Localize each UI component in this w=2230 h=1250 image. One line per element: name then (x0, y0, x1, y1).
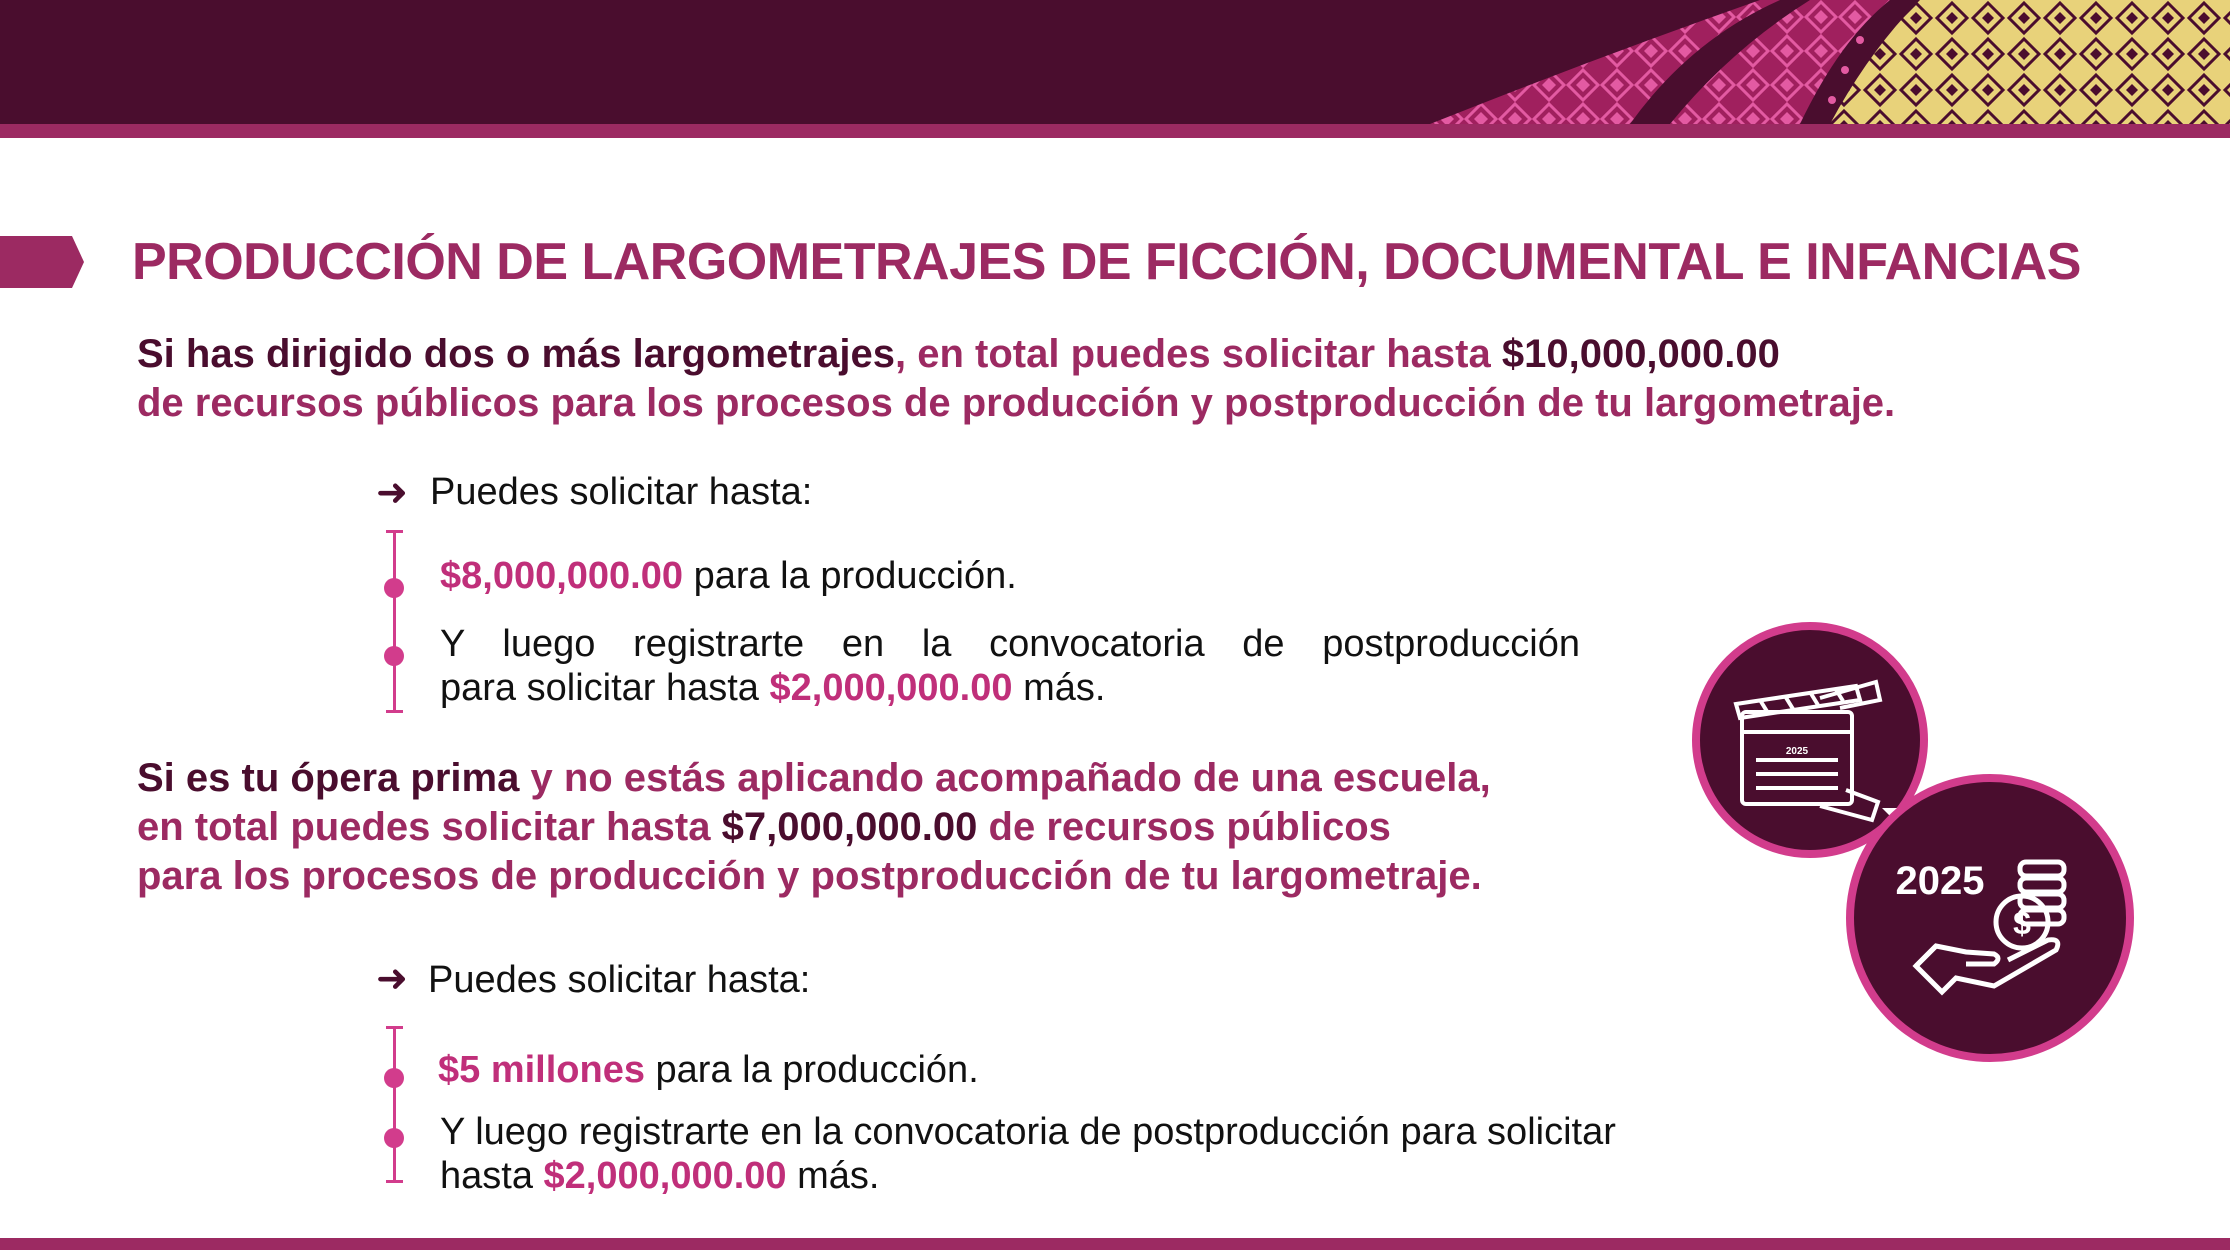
arrow-right-icon: ➜ (376, 472, 408, 514)
hand-coins-icon (1850, 778, 2130, 1058)
section1-timeline (374, 530, 414, 716)
clapper-year-label: 2025 (1785, 746, 1809, 757)
header-band (0, 0, 2230, 124)
section2-timeline (374, 1026, 414, 1186)
decorative-pattern-icon (1430, 0, 2230, 124)
section1-intro: Si has dirigido dos o más largometrajes, en total puedes solicitar hasta $10,000,000.00 de recursos públicos para los procesos de producción y postproducción de tu largometraje. (137, 332, 1896, 425)
header-accent-line (0, 124, 2230, 138)
page-title: PRODUCCIÓN DE LARGOMETRAJES DE FICCIÓN, DOCUMENTAL E INFANCIAS (132, 233, 2081, 291)
section1-item-postproduction: Y luego registrarte en la convocatoria de postproducción para solicitar hasta $2,000,000.00 más. (440, 623, 1580, 709)
svg-text:$: $ (2013, 905, 2031, 941)
section2-item-postproduction: Y luego registrarte en la convocatoria de postproducción para solicitar hasta $2,000,000.00 más. (440, 1111, 1616, 1197)
money-year-label: 2025 (1895, 859, 1985, 903)
section2-intro: Si es tu ópera prima y no estás aplicando acompañado de una escuela, en total puedes solicitar hasta $7,000,000.00 de recursos públicos para los procesos de producción y postproducción de tu largometraje. (137, 756, 1491, 898)
section1-subheading: Puedes solicitar hasta: (430, 471, 813, 513)
section2-item-production: $5 millones para la producción. (438, 1049, 979, 1091)
arrow-right-icon: ➜ (376, 958, 408, 1000)
icon-cluster (1690, 620, 2150, 1070)
section-marker-icon (0, 236, 84, 288)
section2-subheading: Puedes solicitar hasta: (428, 959, 811, 1001)
section1-item-production: $8,000,000.00 para la producción. (440, 555, 1017, 597)
footer-accent-line (0, 1238, 2230, 1250)
